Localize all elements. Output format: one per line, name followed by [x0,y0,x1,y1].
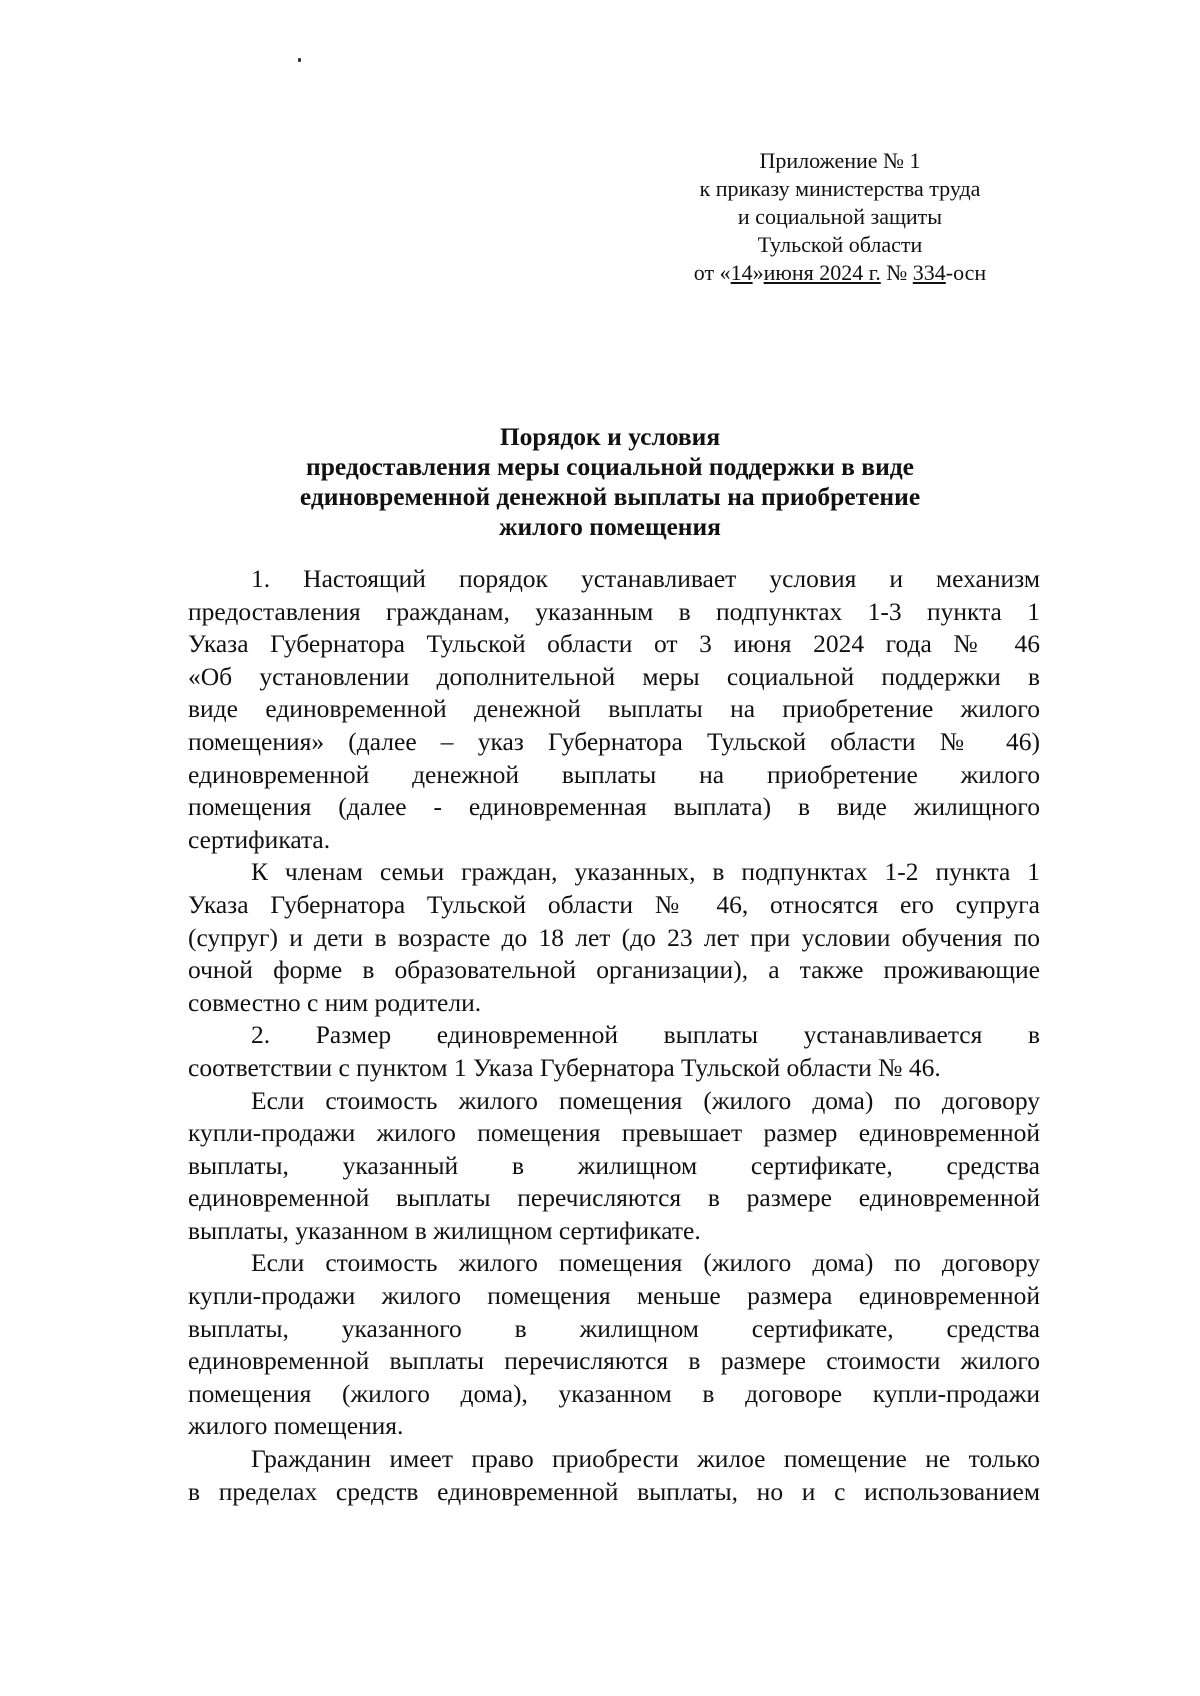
paragraph [188,563,1040,856]
paragraph-line: помещения (далее - единовременная выплата) в виде жилищного [188,792,1040,822]
paragraph-line: жилого помещения. [188,1411,404,1441]
appendix-header [650,147,1030,287]
date-suffix: -осн [945,260,987,285]
document-body [188,563,1040,1508]
paragraph [188,1019,1040,1084]
appendix-line-2: к приказу министерства труда [699,176,981,201]
appendix-line-3: и социальной защиты [737,204,943,229]
paragraph-line: единовременной выплаты перечисляются в размере единовременной [188,1183,1040,1213]
paragraph-line: единовременной выплаты перечисляются в размере стоимости жилого [188,1346,1040,1376]
paragraph-line: сертификата. [188,824,331,854]
paragraph-line: купли-продажи жилого помещения превышает размер единовременной [188,1118,1040,1148]
paragraph-line: совместно с ним родители. [188,987,482,1017]
paragraph-line: Указа Губернатора Тульской области № 46, относятся его супруга [188,889,1040,919]
paragraph [188,1247,1040,1443]
paragraph-line: в пределах средств единовременной выплаты, но и с использованием [188,1476,1040,1506]
paragraph-line: К членам семьи граждан, указанных, в подпунктах 1-2 пункта 1 [251,857,1040,887]
paragraph-line: выплаты, указанного в жилищном сертификате, средства [188,1313,1040,1343]
paragraph [188,1443,1040,1508]
paragraph-line: выплаты, указанном в жилищном сертификате. [188,1215,701,1245]
paragraph-line: Указа Губернатора Тульской области от 3 июня 2024 года № 46 [188,629,1040,659]
title-line-4: жилого помещения [499,512,721,541]
paragraph-line: предоставления гражданам, указанным в подпунктах 1-3 пункта 1 [188,596,1040,626]
date-number-prefix: № [880,260,913,285]
date-number: 334 [912,260,946,285]
paragraph-line: 1. Настоящий порядок устанавливает условия и механизм [251,564,1040,593]
date-month-year: июня 2024 г. [763,260,881,285]
paragraph-line: помещения (жилого дома), указанном в договоре купли-продажи [188,1378,1040,1408]
paragraph-line: Если стоимость жилого помещения (жилого дома) по договору [251,1085,1040,1115]
paragraph-line: единовременной денежной выплаты на приобретение жилого [188,759,1040,789]
paragraph-line: Гражданин имеет право приобрести жилое помещение не только [251,1444,1040,1474]
paragraph-line: Если стоимость жилого помещения (жилого дома) по договору [251,1248,1040,1278]
date-day: 14 [730,260,753,285]
paragraph-line: (супруг) и дети в возрасте до 18 лет (до 23 лет при условии обучения по [188,922,1040,952]
appendix-line-4: Тульской области [757,232,923,257]
appendix-line-1: Приложение № 1 [759,148,921,173]
date-prefix: от « [693,260,731,285]
title-line-3: единовременной денежной выплаты на приобретение [299,482,921,511]
paragraph-line: купли-продажи жилого помещения меньше размера единовременной [188,1281,1040,1311]
paragraph-line: очной форме в образовательной организации), а также проживающие [188,955,1040,985]
paragraph-line: соответствии с пунктом 1 Указа Губернатора Тульской области № 46. [188,1052,941,1082]
date-mid: » [752,260,764,285]
paragraph-line: выплаты, указанный в жилищном сертификате, средства [188,1150,1040,1180]
title-line-1: Порядок и условия [499,422,721,451]
title-line-2: предоставления меры социальной поддержки в виде [306,452,914,481]
paragraph-line: «Об установлении дополнительной меры социальной поддержки в [188,661,1040,691]
paragraph-line: помещения» (далее – указ Губернатора Тульской области № 46) [188,726,1040,756]
paragraph-line: 2. Размер единовременной выплаты устанавливается в [251,1020,1040,1050]
paragraph [188,856,1040,1019]
paragraph [188,1085,1040,1248]
appendix-date-line [650,259,1030,287]
paragraph-line: виде единовременной денежной выплаты на приобретение жилого [188,694,1040,724]
document-title [200,422,1020,542]
scan-speck [298,58,301,62]
